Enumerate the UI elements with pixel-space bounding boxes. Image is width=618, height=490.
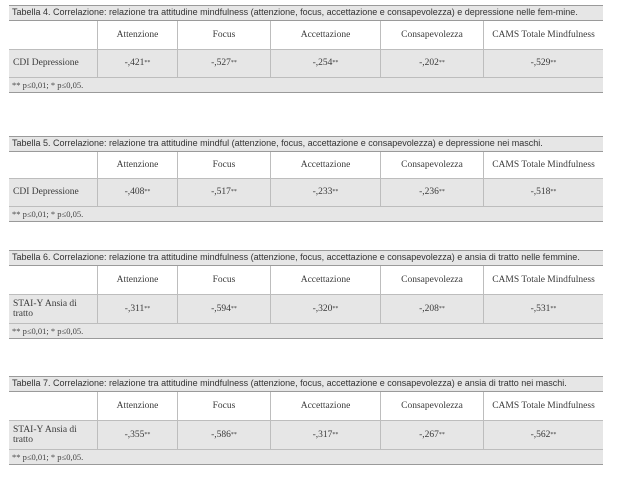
header-cell-attenzione: Attenzione [97,392,177,420]
header-cell-consapevolezza: Consapevolezza [380,392,483,420]
header-cell-empty [9,266,97,294]
value-cell: -,254 ** [270,50,380,77]
header-cell-consapevolezza: Consapevolezza [380,266,483,294]
table-notes: ** p≤0,01; * p≤0,05. [9,206,603,222]
header-cell-focus: Focus [177,392,270,420]
header-cell-accettazione: Accettazione [270,266,380,294]
table-caption: Tabella 7. Correlazione: relazione tra attitudine mindfulness (attenzione, focus, accettazione e consapevolezza) e ansia di tratto nei maschi. [9,376,603,391]
table-4 [9,5,603,93]
value-cell: -,562 ** [483,421,603,449]
header-cell-attenzione: Attenzione [97,266,177,294]
header-cell-accettazione: Accettazione [270,152,380,178]
table-6 [9,250,603,339]
table-notes: ** p≤0,01; * p≤0,05. [9,77,603,93]
value-cell: -,267 ** [380,421,483,449]
header-cell-attenzione: Attenzione [97,21,177,49]
value-cell: -,355 ** [97,421,177,449]
value-cell: -,311 ** [97,295,177,323]
row-label: STAI-Y Ansia di tratto [13,424,77,445]
header-cell-accettazione: Accettazione [270,392,380,420]
header-cell-focus: Focus [177,266,270,294]
value-cell: -,317 ** [270,421,380,449]
row-label: STAI-Y Ansia di tratto [13,298,77,319]
header-cell-cams-totale: CAMS Totale Mindfulness [483,152,603,178]
value-cell: -,518 ** [483,179,603,206]
header-cell-consapevolezza: Consapevolezza [380,21,483,49]
table-header-row [9,265,603,294]
value-cell: -,233 ** [270,179,380,206]
table-caption: Tabella 4. Correlazione: relazione tra attitudine mindfulness (attenzione, focus, accettazione e consapevolezza) e depressione nelle fem-mine. [9,5,603,20]
table-notes: ** p≤0,01; * p≤0,05. [9,323,603,339]
value-cell: -,208 ** [380,295,483,323]
table-data-row [9,420,603,449]
value-cell: -,421 ** [97,50,177,77]
header-cell-cams-totale: CAMS Totale Mindfulness [483,21,603,49]
value-cell: -,202 ** [380,50,483,77]
table-7 [9,376,603,465]
header-cell-cams-totale: CAMS Totale Mindfulness [483,266,603,294]
value-cell: -,586 ** [177,421,270,449]
table-caption: Tabella 5. Correlazione: relazione tra attitudine mindful (attenzione, focus, accettazione e consapevolezza) e depressione nei maschi. [9,136,603,151]
header-cell-focus: Focus [177,152,270,178]
value-cell: -,527 ** [177,50,270,77]
value-cell: -,531 ** [483,295,603,323]
table-5 [9,136,603,222]
table-notes: ** p≤0,01; * p≤0,05. [9,449,603,465]
table-header-row [9,20,603,49]
table-data-row [9,294,603,323]
row-label: CDI Depressione [13,187,79,197]
table-caption: Tabella 6. Correlazione: relazione tra attitudine mindfulness (attenzione, focus, accettazione e consapevolezza) e ansia di tratto nelle femmine. [9,250,603,265]
value-cell: -,320 ** [270,295,380,323]
header-cell-focus: Focus [177,21,270,49]
header-cell-accettazione: Accettazione [270,21,380,49]
header-cell-empty [9,392,97,420]
header-cell-attenzione: Attenzione [97,152,177,178]
table-header-row [9,151,603,178]
row-label: CDI Depressione [13,58,79,68]
header-cell-cams-totale: CAMS Totale Mindfulness [483,392,603,420]
value-cell: -,529 ** [483,50,603,77]
table-header-row [9,391,603,420]
header-cell-consapevolezza: Consapevolezza [380,152,483,178]
table-data-row [9,49,603,77]
value-cell: -,594 ** [177,295,270,323]
table-data-row [9,178,603,206]
header-cell-empty [9,21,97,49]
value-cell: -,236 ** [380,179,483,206]
value-cell: -,517 ** [177,179,270,206]
header-cell-empty [9,152,97,178]
value-cell: -,408 ** [97,179,177,206]
